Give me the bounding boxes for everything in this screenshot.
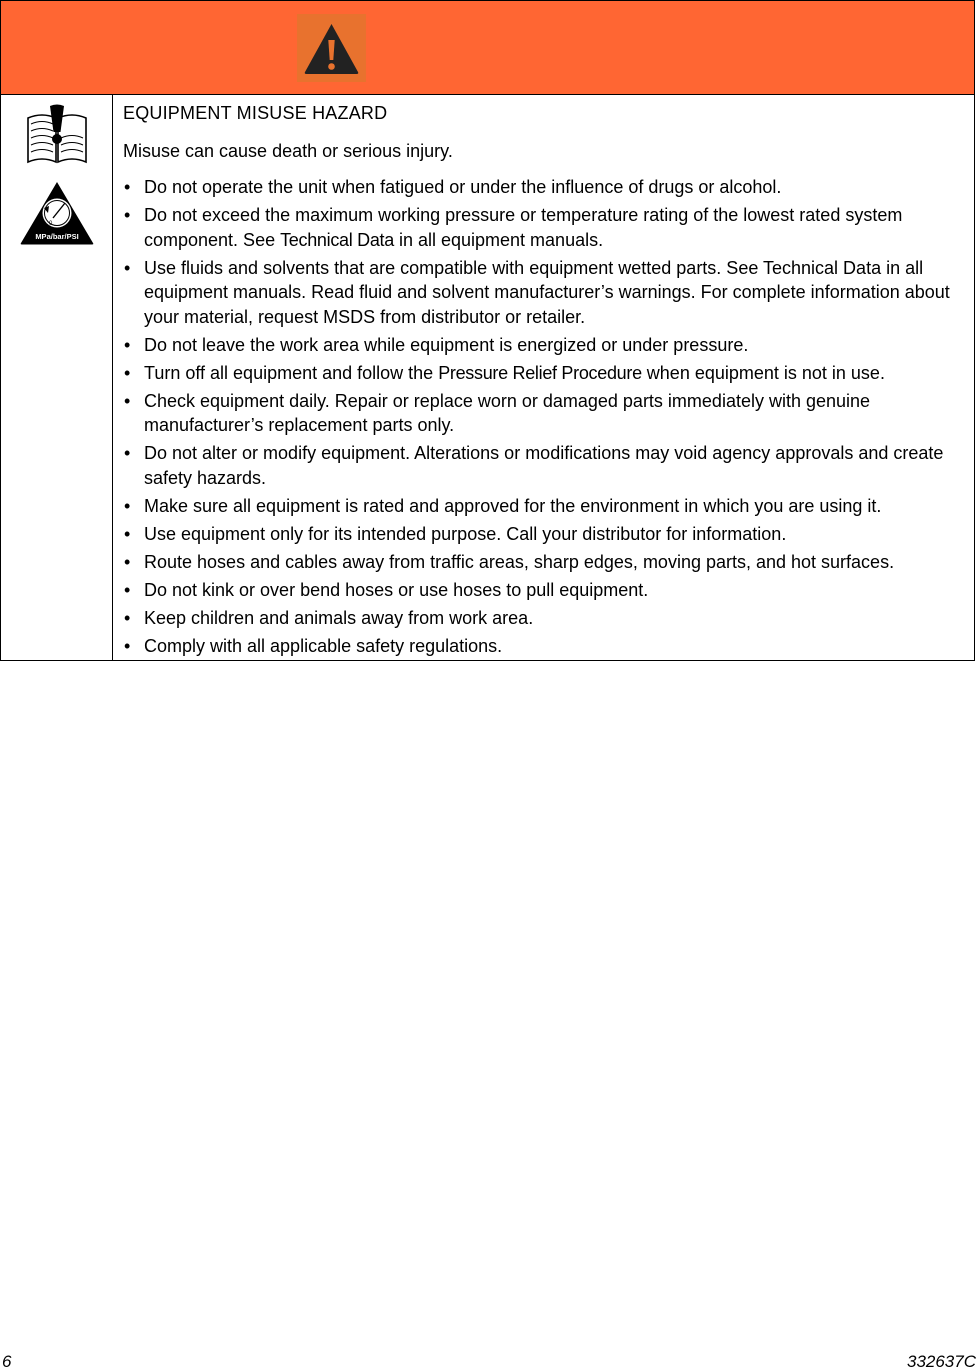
bullet-text: Keep children and animals away from work area.	[144, 607, 534, 628]
bullet-mark: •	[124, 635, 131, 656]
bullet-text: Use fluids and solvents that are compatible with equipment wetted parts. See Technical Data in all equipment manuals. Read fluid and solvent manufacturer’s warnings. For complete information about your material, request MSDS from distributor or retailer.	[144, 257, 950, 327]
bullet-mark: •	[124, 205, 131, 225]
warning-header	[1, 1, 974, 95]
hazard-bullet-item	[123, 389, 973, 438]
bullet-mark: •	[124, 551, 131, 572]
hazard-bullet-item	[123, 494, 973, 519]
warning-exclamation-dot	[328, 63, 335, 70]
pressure-gauge-icon	[20, 181, 94, 245]
bullet-text: Do not exceed the maximum working pressure or temperature rating of the lowest rated system component. See	[144, 205, 903, 250]
hazard-bullet-item	[123, 203, 973, 252]
hazard-bullet-item	[123, 175, 973, 200]
bullet-text: Do not alter or modify equipment. Alterations or modifications may void agency approvals and create safety hazards.	[144, 443, 944, 488]
hazard-bullet-item	[123, 333, 973, 358]
bullet-mark: •	[124, 495, 131, 516]
bullet-text: Check equipment daily. Repair or replace worn or damaged parts immediately with genuine manufacturer’s replacement parts only.	[144, 390, 871, 435]
bullet-mark: •	[124, 390, 131, 411]
hazard-bullet-item	[123, 578, 973, 603]
warning-triangle-icon	[297, 14, 366, 82]
hazard-row	[1, 95, 974, 660]
warning-table	[0, 0, 975, 661]
bullet-text: Make sure all equipment is rated and approved for the environment in which you are using it.	[144, 495, 882, 516]
svg-text:0: 0	[49, 221, 53, 227]
bullet-mark: •	[124, 443, 131, 463]
bullet-text: Comply with all applicable safety regulations.	[144, 635, 503, 656]
bullet-mark: •	[124, 362, 131, 383]
hazard-bullet-item	[123, 550, 973, 575]
bullet-text: Do not kink or over bend hoses or use hoses to pull equipment.	[144, 579, 649, 600]
page-number: 6	[2, 1352, 12, 1371]
hazard-bullet-item	[123, 522, 973, 547]
bullet-text: Use equipment only for its intended purpose. Call your distributor for information.	[144, 523, 787, 544]
bullet-mark: •	[124, 334, 131, 355]
bullet-text: Do not operate the unit when fatigued or under the influence of drugs or alcohol.	[144, 177, 782, 197]
bullet-mark: •	[124, 579, 131, 600]
hazard-bullet-item	[123, 634, 973, 659]
bullet-text: Turn off all equipment and follow the	[144, 362, 439, 383]
bullet-text: in all equipment manuals.	[393, 229, 604, 250]
hazard-bullet-list	[123, 175, 973, 662]
hazard-subtitle: Misuse can cause death or serious injury.	[123, 141, 453, 161]
document-number: 332637C	[906, 1352, 976, 1371]
read-manual-icon	[26, 104, 88, 166]
hazard-bullet-item	[123, 606, 973, 631]
hazard-title: EQUIPMENT MISUSE HAZARD	[123, 103, 388, 123]
bullet-mark: •	[124, 257, 131, 278]
hazard-icon-column	[1, 95, 113, 660]
bullet-mark: •	[124, 607, 131, 628]
pressure-unit-label: MPa/bar/PSI	[35, 232, 79, 241]
hazard-bullet-item	[123, 256, 973, 330]
hazard-bullet-item	[123, 441, 973, 490]
bullet-text: Route hoses and cables away from traffic areas, sharp edges, moving parts, and hot surfaces.	[144, 551, 895, 572]
hazard-text-column	[123, 95, 973, 660]
section-reference: Pressure Relief Procedure	[438, 362, 642, 383]
section-reference: Technical Data	[280, 229, 394, 250]
bullet-text: when equipment is not in use.	[641, 362, 885, 383]
bullet-text: Do not leave the work area while equipment is energized or under pressure.	[144, 334, 749, 355]
hazard-bullet-item	[123, 361, 973, 386]
bullet-mark: •	[124, 177, 131, 197]
bullet-mark: •	[124, 523, 131, 544]
